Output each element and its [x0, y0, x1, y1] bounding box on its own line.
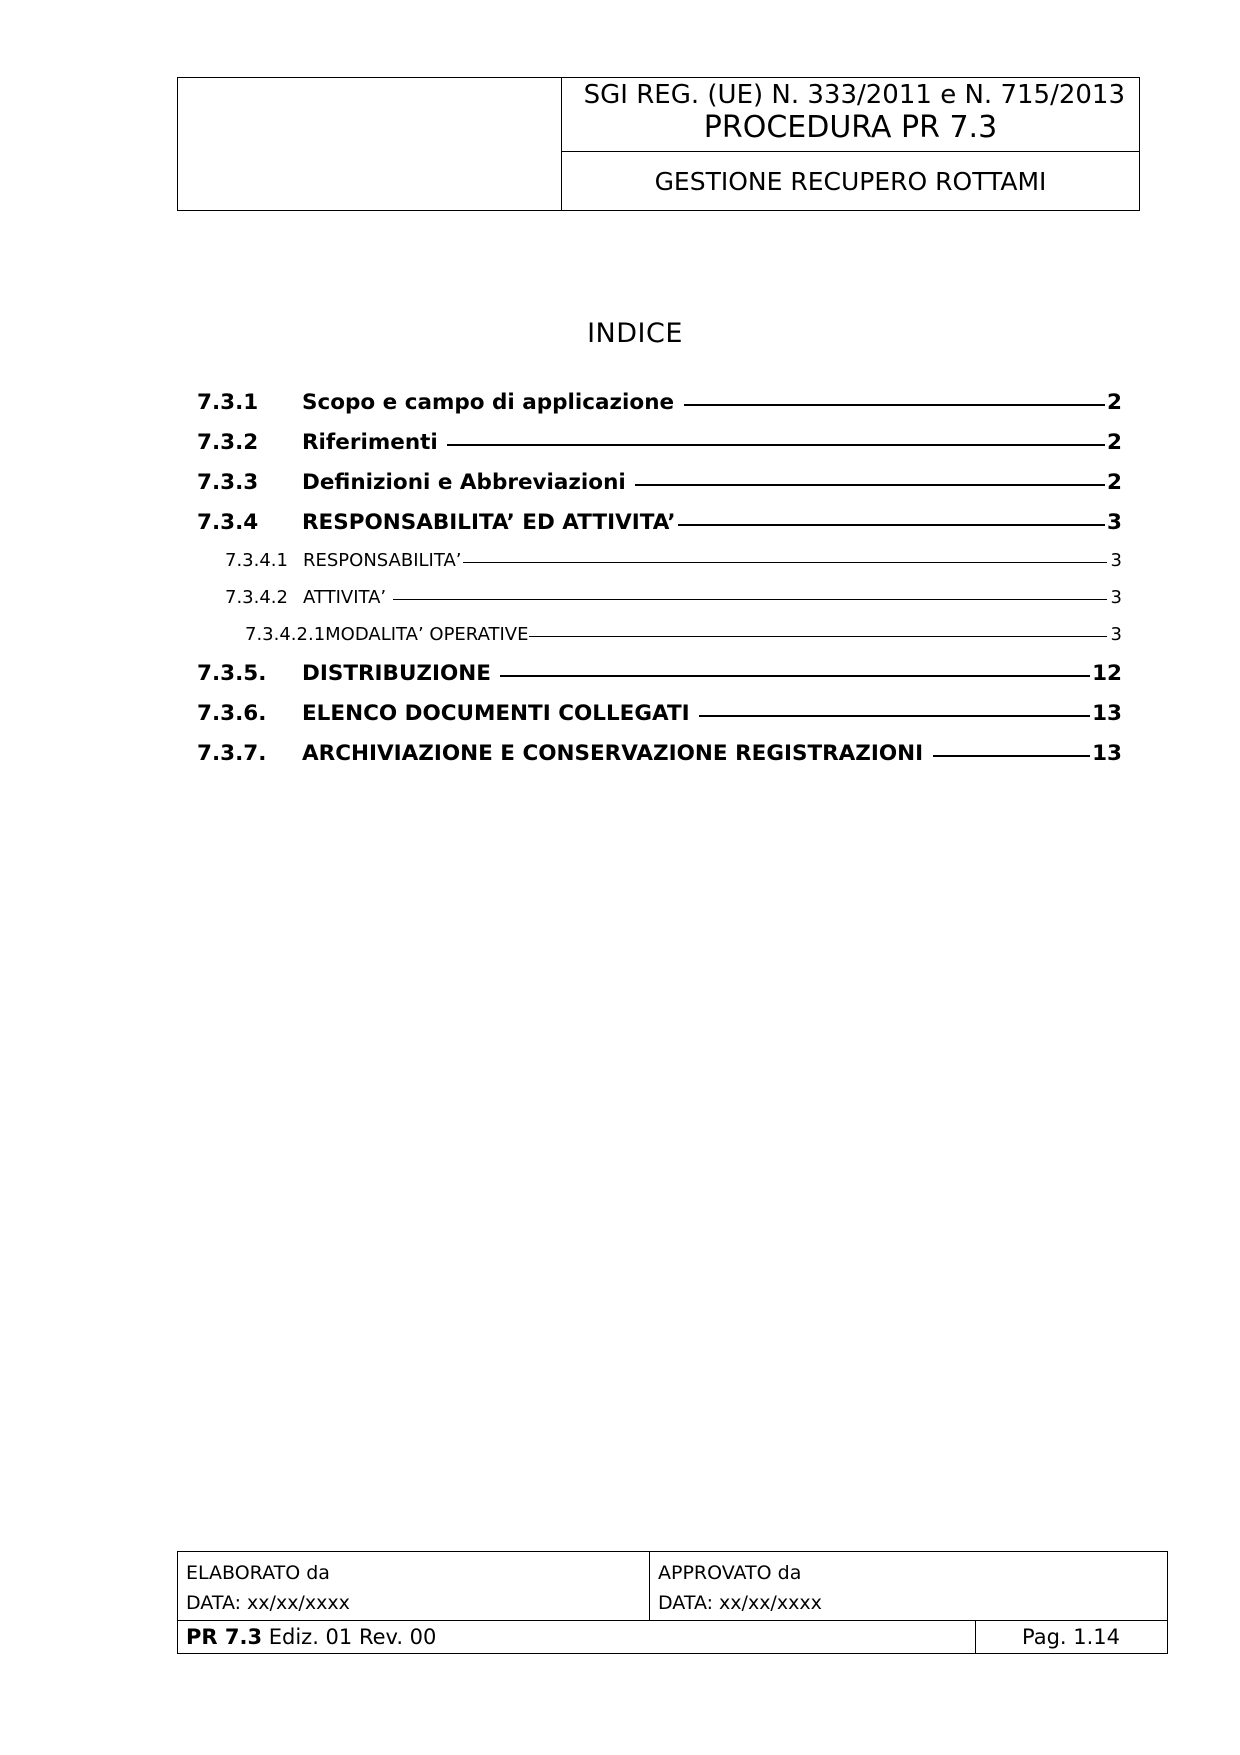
toc-number: 7.3.3 — [197, 470, 259, 495]
toc-leader — [933, 755, 1090, 757]
toc-number: 7.3.2 — [197, 430, 259, 455]
toc-entry[interactable] — [197, 741, 1122, 781]
approvato-label: APPROVATO da — [658, 1562, 802, 1584]
toc-leader — [463, 562, 1107, 563]
toc-leader — [684, 404, 1105, 406]
toc-title: Definizioni e Abbreviazioni — [302, 470, 634, 495]
document-footer — [177, 1551, 1168, 1654]
toc-page: 2 — [1107, 470, 1122, 495]
document-header — [177, 77, 1140, 211]
header-top-cell — [562, 78, 1139, 152]
toc-entry[interactable] — [197, 661, 1122, 701]
toc-title: Scopo e campo di applicazione — [302, 390, 682, 415]
toc-number: 7.3.7. — [197, 741, 267, 766]
toc-title: ARCHIVIAZIONE E CONSERVAZIONE REGISTRAZIONI — [302, 741, 931, 766]
toc-entry[interactable] — [197, 430, 1122, 470]
toc-entry[interactable] — [197, 550, 1122, 587]
toc-entry[interactable] — [197, 510, 1122, 550]
elaborato-label: ELABORATO da — [186, 1562, 330, 1584]
toc-page: 2 — [1107, 430, 1122, 455]
toc-title: RESPONSABILITA’ ED ATTIVITA’ — [302, 510, 676, 535]
toc-title: ELENCO DOCUMENTI COLLEGATI — [302, 701, 698, 726]
toc-title: ATTIVITA’ — [303, 587, 392, 608]
toc-page: 2 — [1107, 390, 1122, 415]
toc-page: 3 — [1107, 510, 1122, 535]
document-title: GESTIONE RECUPERO ROTTAMI — [654, 166, 1047, 196]
toc-title: MODALITA’ OPERATIVE — [325, 624, 529, 645]
table-of-contents — [197, 390, 1122, 781]
toc-page: 13 — [1092, 741, 1122, 766]
toc-title: DISTRIBUZIONE — [302, 661, 499, 686]
document-code-bold: PR 7.3 — [186, 1625, 263, 1649]
toc-entry[interactable] — [197, 587, 1122, 624]
approvato-cell — [650, 1552, 1167, 1620]
toc-leader — [529, 636, 1106, 637]
regulation-reference: SGI REG. (UE) N. 333/2011 e N. 715/2013 — [583, 80, 1125, 110]
footer-info — [178, 1621, 1167, 1653]
toc-leader — [699, 715, 1090, 717]
elaborato-cell — [178, 1552, 650, 1620]
toc-leader — [500, 675, 1090, 677]
toc-page: 3 — [1110, 587, 1122, 608]
logo-cell — [178, 78, 562, 210]
toc-number: 7.3.4.2 — [225, 587, 288, 608]
document-edition: Ediz. 01 Rev. 00 — [262, 1625, 437, 1649]
procedure-code: PROCEDURA PR 7.3 — [703, 110, 998, 145]
toc-page: 3 — [1110, 624, 1122, 645]
toc-leader — [678, 524, 1105, 526]
toc-number: 7.3.5. — [197, 661, 267, 686]
toc-leader — [393, 599, 1107, 600]
toc-entry[interactable] — [197, 701, 1122, 741]
toc-leader — [635, 484, 1105, 486]
toc-entry[interactable] — [197, 390, 1122, 430]
footer-signatures — [178, 1552, 1167, 1621]
toc-leader — [447, 444, 1105, 446]
toc-number: 7.3.6. — [197, 701, 267, 726]
document-code — [178, 1621, 976, 1653]
elaborato-date: DATA: xx/xx/xxxx — [186, 1592, 350, 1614]
toc-number: 7.3.4.1 — [225, 550, 288, 571]
toc-page: 13 — [1092, 701, 1122, 726]
toc-number: 7.3.4 — [197, 510, 259, 535]
toc-entry[interactable] — [197, 624, 1122, 661]
header-info — [562, 78, 1139, 210]
toc-title: Riferimenti — [302, 430, 446, 455]
toc-number: 7.3.4.2.1 — [245, 624, 326, 645]
toc-page: 12 — [1092, 661, 1122, 686]
toc-title: RESPONSABILITA’ — [303, 550, 462, 571]
toc-number: 7.3.1 — [197, 390, 259, 415]
toc-page: 3 — [1110, 550, 1122, 571]
approvato-date: DATA: xx/xx/xxxx — [658, 1592, 822, 1614]
index-heading: INDICE — [587, 318, 683, 349]
toc-entry[interactable] — [197, 470, 1122, 510]
page-number: Pag. 1.14 — [1022, 1625, 1121, 1649]
